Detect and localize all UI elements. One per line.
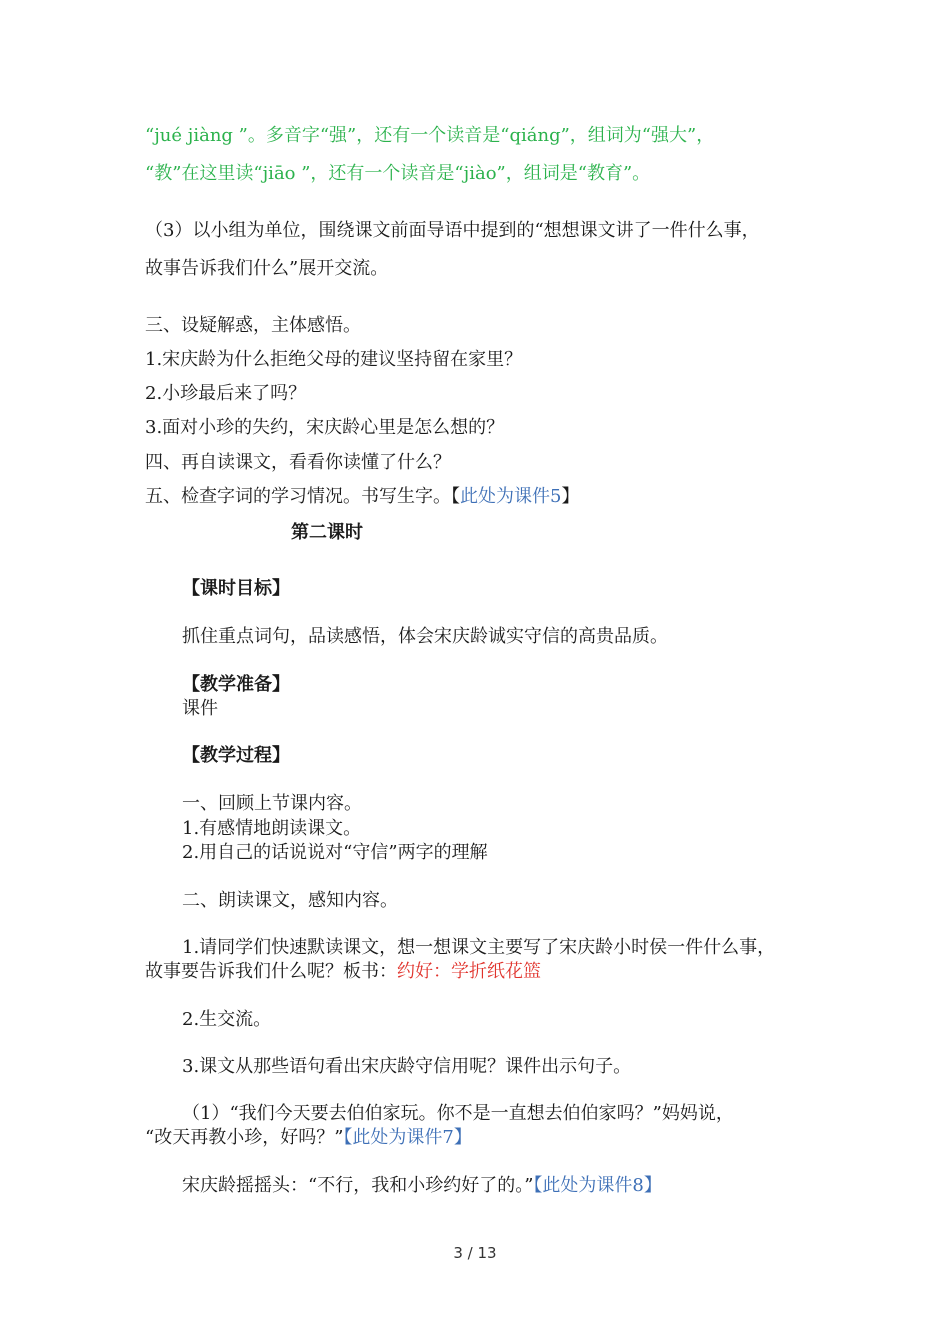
read-heading: 二、朗读课文，感知内容。 bbox=[182, 890, 398, 911]
read-item-1-text: 故事要告诉我们什么呢？板书： bbox=[145, 961, 397, 982]
read-item-1-line-1: 1.请同学们快速默读课文，想一想课文主要写了宋庆龄小时侯一件什么事， bbox=[182, 937, 776, 958]
quote2-line bbox=[182, 1174, 662, 1198]
courseware-7-link[interactable]: 此处为课件7 bbox=[352, 1127, 454, 1148]
quote1-bracket-close: 】 bbox=[453, 1127, 472, 1148]
section3-heading: 三、设疑解惑，主体感悟。 bbox=[145, 315, 361, 336]
page-number: 3 / 13 bbox=[453, 1244, 497, 1262]
step3-line-1: （3）以小组为单位，围绕课文前面导语中提到的“想想课文讲了一件什么事， bbox=[145, 220, 760, 241]
read-item-1-line-2 bbox=[145, 960, 541, 984]
prep-heading: 【教学准备】 bbox=[182, 674, 290, 695]
review-item-2: 2.用自己的话说说对“守信”两字的理解 bbox=[182, 842, 488, 863]
section3-question-1: 1.宋庆龄为什么拒绝父母的建议坚持留在家里？ bbox=[145, 349, 523, 370]
section5-bracket-close: 】 bbox=[561, 486, 580, 507]
section4-heading: 四、再自读课文，看看你读懂了什么？ bbox=[145, 452, 451, 473]
section5-bracket-open: 【 bbox=[451, 486, 460, 507]
blackboard-note: 约好：学折纸花篮 bbox=[397, 961, 541, 982]
section5-line bbox=[145, 485, 579, 509]
top-note-line-2: “教”在这里读“jiāo ”，还有一个读音是“jiào”，组词是“教育”。 bbox=[145, 163, 651, 184]
read-item-3: 3.课文从那些语句看出宋庆龄守信用呢？课件出示句子。 bbox=[182, 1056, 632, 1077]
review-item-1: 1.有感情地朗读课文。 bbox=[182, 818, 362, 839]
top-note-line-1: “jué jiàng ”。多音字“强”，还有一个读音是“qiáng”，组词为“强大”， bbox=[145, 125, 715, 146]
quote1-line-1: （1）“我们今天要去伯伯家玩。你不是一直想去伯伯家吗？”妈妈说， bbox=[182, 1103, 734, 1124]
section3-question-3: 3.面对小珍的失约，宋庆龄心里是怎么想的？ bbox=[145, 417, 505, 438]
section3-question-2: 2.小珍最后来了吗？ bbox=[145, 383, 307, 404]
process-heading: 【教学过程】 bbox=[182, 745, 290, 766]
read-item-2: 2.生交流。 bbox=[182, 1009, 272, 1030]
goal-text: 抓住重点词句，品读感悟，体会宋庆龄诚实守信的高贵品质。 bbox=[182, 626, 668, 647]
courseware-8-link[interactable]: 此处为课件8 bbox=[542, 1175, 644, 1196]
quote1-bracket-open: 【 bbox=[343, 1127, 353, 1148]
step3-line-2: 故事告诉我们什么”展开交流。 bbox=[145, 258, 389, 279]
quote2-bracket-open: 【 bbox=[533, 1175, 543, 1196]
prep-text: 课件 bbox=[182, 698, 218, 719]
lesson2-title: 第二课时 bbox=[291, 522, 363, 543]
section5-text: 五、检查字词的学习情况。书写生字。 bbox=[145, 486, 451, 507]
quote2-text: 宋庆龄摇摇头：“不行，我和小珍约好了的。” bbox=[182, 1175, 534, 1196]
quote2-bracket-close: 】 bbox=[643, 1175, 662, 1196]
courseware-5-link[interactable]: 此处为课件5 bbox=[460, 486, 562, 507]
goal-heading: 【课时目标】 bbox=[182, 578, 290, 599]
quote1-text: “改天再教小珍，好吗？” bbox=[145, 1127, 344, 1148]
review-heading: 一、回顾上节课内容。 bbox=[182, 793, 362, 814]
quote1-line-2 bbox=[145, 1126, 472, 1150]
